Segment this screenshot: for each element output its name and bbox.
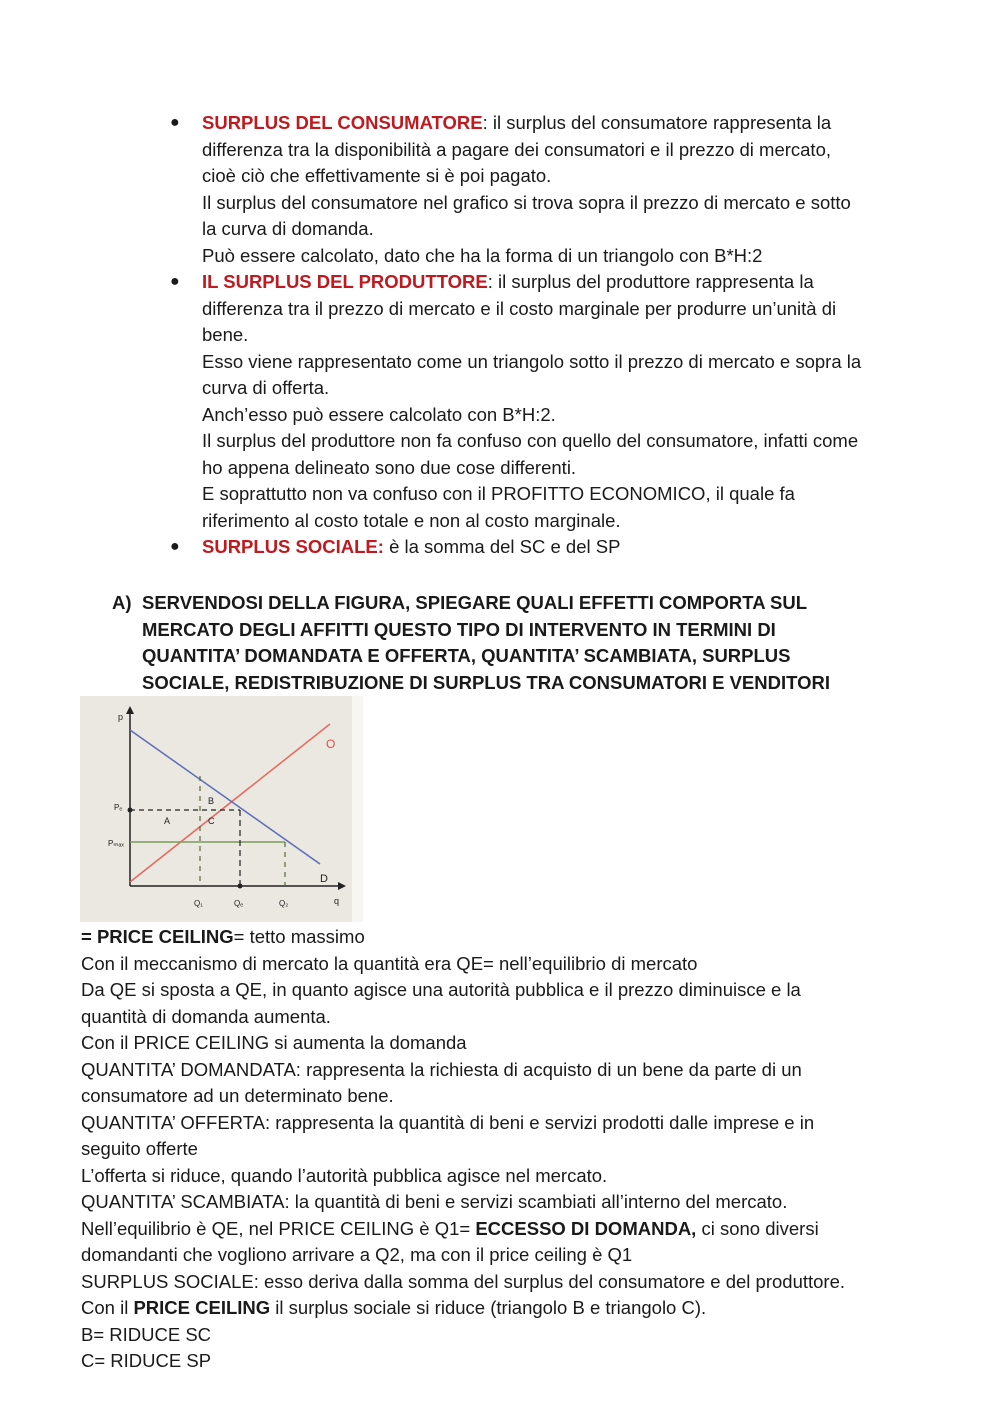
bullet-line: la curva di domanda.	[202, 218, 374, 239]
bullet-producer-surplus	[170, 269, 930, 534]
bullet-line: curva di offerta.	[202, 377, 330, 398]
question-line: SOCIALE, REDISTRIBUZIONE DI SURPLUS TRA CONSUMATORI E VENDITORI	[142, 671, 830, 693]
photo-edge	[352, 696, 363, 922]
pe-label: Pₑ	[114, 803, 123, 812]
price-ceiling-bold: = PRICE CEILING	[81, 926, 234, 947]
bullet-dot: ●	[170, 114, 180, 131]
question-line: QUANTITA’ DOMANDATA E OFFERTA, QUANTITA’ SCAMBIATA, SURPLUS	[142, 645, 791, 666]
bullet-text: : il surplus del produttore rappresenta la	[487, 271, 814, 292]
bullet-line: Anch’esso può essere calcolato con B*H:2.	[202, 403, 556, 425]
supply-label: O	[326, 737, 336, 751]
area-a-label: A	[164, 816, 171, 826]
supply-demand-graph	[80, 696, 363, 922]
answer-line: QUANTITA’ DOMANDATA: rappresenta la richiesta di acquisto di un bene da parte di un	[81, 1058, 802, 1080]
answer-line: = PRICE CEILING= tetto massimo	[81, 926, 365, 947]
price-ceiling-figure	[80, 696, 363, 922]
q-axis-label: q	[334, 896, 340, 906]
pe-point	[128, 808, 133, 813]
bullet-social-surplus	[170, 534, 930, 561]
answer-line: domandanti che vogliono arrivare a Q2, ma con il price ceiling è Q1	[81, 1244, 633, 1265]
bullet-consumer-surplus	[170, 110, 930, 269]
area-b-label: B	[208, 796, 215, 806]
price-ceiling-bold: PRICE CEILING	[133, 1297, 271, 1318]
bullet-line: cioè ciò che effettivamente si è poi pagato.	[202, 165, 552, 186]
bullet-line: Il surplus del produttore non fa confuso con quello del consumatore, infatti come	[202, 430, 859, 451]
answer-line: C= RIDUCE SP	[81, 1350, 212, 1371]
bullet-list	[170, 110, 930, 561]
answer-line: QUANTITA’ SCAMBIATA: la quantità di beni e servizi scambiati all’interno del mercato.	[81, 1191, 788, 1212]
answer-line: Con il meccanismo di mercato la quantità era QE= nell’equilibrio di mercato	[81, 952, 698, 974]
bullet-line: Esso viene rappresentato come un triangolo sotto il prezzo di mercato e sopra la	[202, 350, 862, 372]
area-c-label: C	[208, 816, 215, 826]
pmax-label: Pₘₐₓ	[108, 839, 124, 848]
question-a	[112, 590, 912, 696]
question-line: MERCATO DEGLI AFFITTI QUESTO TIPO DI INTERVENTO IN TERMINI DI	[142, 618, 776, 640]
bullet-line: bene.	[202, 324, 249, 345]
excess-demand-bold: ECCESSO DI DOMANDA,	[475, 1217, 697, 1239]
bullet-line: riferimento al costo totale e non al costo marginale.	[202, 509, 621, 531]
answer-line: quantità di domanda aumenta.	[81, 1005, 331, 1027]
answer-text	[81, 924, 941, 1375]
bullet-text: è la somma del SC e del SP	[383, 536, 621, 557]
bullet-title: IL SURPLUS DEL PRODUTTORE	[202, 271, 488, 292]
answer-line: Con il PRICE CEILING il surplus sociale si riduce (triangolo B e triangolo C).	[81, 1297, 707, 1318]
question-label: A)	[112, 592, 132, 613]
qe-point	[238, 884, 243, 889]
demand-label: D	[320, 873, 328, 885]
q2-label: Q₂	[279, 899, 289, 908]
answer-line: B= RIDUCE SC	[81, 1323, 212, 1345]
answer-line: Nell’equilibrio è QE, nel PRICE CEILING è Q1= ECCESSO DI DOMANDA, ci sono diversi	[81, 1217, 819, 1239]
question-line: SERVENDOSI DELLA FIGURA, SPIEGARE QUALI EFFETTI COMPORTA SUL	[142, 592, 808, 613]
bullet-title: SURPLUS SOCIALE:	[202, 536, 384, 557]
bullet-dot: ●	[170, 538, 180, 555]
bullet-dot: ●	[170, 273, 180, 290]
bullet-line: Il surplus del consumatore nel grafico si trova sopra il prezzo di mercato e sotto	[202, 191, 851, 213]
answer-line: QUANTITA’ OFFERTA: rappresenta la quantità di beni e servizi prodotti dalle imprese e in	[81, 1111, 815, 1133]
answer-line: Con il PRICE CEILING si aumenta la domanda	[81, 1032, 467, 1053]
bullet-line: ho appena delineato sono due cose differenti.	[202, 456, 577, 478]
bullet-line: Può essere calcolato, dato che ha la forma di un triangolo con B*H:2	[202, 244, 763, 266]
bullet-title: SURPLUS DEL CONSUMATORE	[202, 112, 483, 133]
answer-line: Da QE si sposta a QE, in quanto agisce una autorità pubblica e il prezzo diminuisce e la	[81, 979, 801, 1000]
p-axis-label: p	[118, 712, 124, 722]
answer-line: L’offerta si riduce, quando l’autorità pubblica agisce nel mercato.	[81, 1164, 608, 1186]
q1-label: Q₁	[194, 899, 203, 908]
bullet-line: E soprattutto non va confuso con il PROFITTO ECONOMICO, il quale fa	[202, 483, 795, 504]
qe-label: Qₑ	[234, 899, 244, 908]
answer-line: seguito offerte	[81, 1138, 198, 1159]
bullet-line: differenza tra il prezzo di mercato e il costo marginale per produrre un’unità di	[202, 297, 837, 319]
bullet-line: differenza tra la disponibilità a pagare dei consumatori e il prezzo di mercato,	[202, 138, 831, 160]
bullet-text: : il surplus del consumatore rappresenta la	[482, 112, 832, 133]
answer-line: consumatore ad un determinato bene.	[81, 1085, 394, 1106]
answer-line: SURPLUS SOCIALE: esso deriva dalla somma del surplus del consumatore e del produttore.	[81, 1270, 846, 1292]
